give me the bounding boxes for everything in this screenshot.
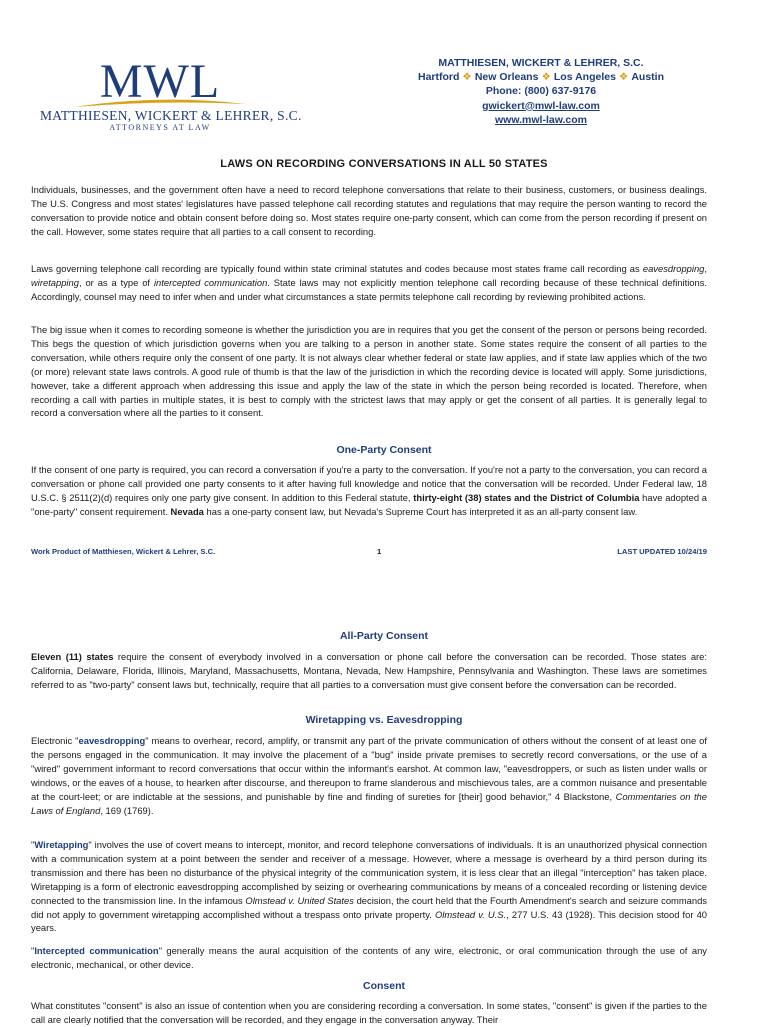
text-span: , 169 (1769).	[100, 804, 154, 816]
eavesdropping-paragraph	[31, 734, 707, 817]
text-span: "	[31, 839, 35, 850]
text-span: " involves the use of covert means to intercept, monitor, and record telephone conversations of individuals. It is an unauthorized physical connection with a communication system at a point between the sender and receiver of a message. However, where a message is overheard by a third person during its transmission and there has been no disturbance of the physical integrity of the communication system, it is less clear that an illegal "interception" has taken place. Wiretapping is a form of electronic eavesdropping accomplished by seizing or overhearing communications by means of a concealed recording or listening device connected to the transmission line. In the infamous	[31, 839, 707, 906]
firm-name: MATTHIESEN, WICKERT & LEHRER, S.C.	[438, 57, 644, 69]
office-cities	[400, 70, 682, 84]
text-span: Laws governing telephone call recording are typically found within state criminal statutes and codes because most states frame call recording as	[31, 263, 643, 274]
city-austin: Austin	[631, 71, 665, 84]
intro-paragraph: Individuals, businesses, and the government often have a need to record telephone conversations that relate to their business, customers, or business dealings. The U.S. Congress and most states' legislatures have passed telephone call recording statutes and regulations that may require the person wanting to record the conversation to provide notice and obtain consent before doing so. Most states require one-party consent, which can come from the person recording if present on the call. However, some states require that all parties to a call consent to recording.	[31, 184, 707, 237]
text-span: has a one-party consent law, but Nevada's Supreme Court has interpreted it as an all-party consent law.	[203, 505, 638, 517]
footer-last-updated: LAST UPDATED 10/24/19	[617, 547, 707, 556]
diamond-icon: ❖	[541, 71, 551, 84]
website-link[interactable]: www.mwl-law.com	[495, 113, 587, 126]
bold-term: Nevada	[170, 505, 204, 517]
italic-term: Commentaries on the Laws of England	[31, 790, 707, 816]
text-span: ,	[704, 263, 707, 274]
one-party-paragraph	[31, 463, 707, 519]
text-span: Electronic "	[31, 735, 79, 746]
laws-paragraph	[31, 262, 707, 304]
heading-one-party-consent: One-Party Consent	[336, 444, 432, 456]
text-span: " means to overhear, record, amplify, or transmit any part of the private communication of others without the consent of at least one of the persons engaged in the communication. It may involve the placement of a "bug" inside private premises to secretly record conversations, or the use of a "wired" government informant to record conversations that occur within the informant's earshot. At common law, "eavesdroppers, or such as listen under walls or windows, or the eaves of a house, to hearken after discourse, and thereupon to frame slanderous and mischievous tales, are a common nuisance and presentable at the court-leet; or are indictable at the sessions, and punishable by fine and finding of sureties for [their] good behavior," 4 Blackstone,	[31, 735, 707, 802]
footer-page-number: 1	[377, 547, 382, 556]
text-span: , 277 U.S. 43 (1928). This decision stood for 40 years.	[31, 908, 708, 934]
defined-term: Wiretapping	[34, 839, 89, 850]
document-title: LAWS ON RECORDING CONVERSATIONS IN ALL 50 STATES	[220, 158, 548, 170]
heading-wiretapping-vs-eavesdropping: Wiretapping vs. Eavesdropping	[305, 714, 463, 726]
text-span: If the consent of one party is required, you can record a conversation if you're a party to the conversation. If you're not a party to the conversation, you can record a conversation or phone call provided one party consents to it after having full knowledge and notice that the conversation will be recorded. Under Federal law, 18 U.S.C. § 2511(2)(d) requires only one party give consent. In addition to this Federal statute,	[31, 464, 707, 503]
jurisdiction-paragraph: The big issue when it comes to recording someone is whether the jurisdiction you are in requires that you get the consent of the person or persons being recorded. This begs the question of which jurisdiction governs when you are talking to a person in another state. Some states require the consent of all parties to the conversation, while others require only the consent of one party. It is not always clear whether federal or state law applies, and if state law applies which of the two (or more) relevant state laws controls. A good rule of thumb is that the law of the jurisdiction in which the recording device is located will apply. Some jurisdictions, however, take a different approach when addressing this issue and apply the law of the state in which the person being recorded is located. Therefore, when recording a call with parties in multiple states, it is best to comply with the strictest laws that may apply or get the consent of all parties. It is generally legal to record a conversation where all the parties to it consent.	[31, 324, 707, 419]
italic-term: intercepted communication	[153, 276, 268, 288]
heading-consent: Consent	[363, 980, 405, 992]
logo-tagline: ATTORNEYS AT LAW	[109, 123, 211, 132]
contact-block	[400, 56, 682, 127]
italic-term: wiretapping	[31, 276, 79, 288]
city-new-orleans: New Orleans	[474, 71, 539, 84]
bold-term: Eleven (11) states	[31, 651, 114, 662]
intercepted-paragraph	[31, 944, 707, 972]
diamond-icon: ❖	[618, 71, 629, 84]
text-span: , or as a type of	[78, 276, 154, 288]
all-party-paragraph	[31, 650, 707, 692]
case-citation: Olmstead v. U.S.	[435, 908, 507, 920]
footer-work-product: Work Product of Matthiesen, Wickert & Lehrer, S.C.	[31, 547, 216, 556]
city-los-angeles: Los Angeles	[553, 71, 616, 84]
wiretapping-paragraph	[31, 838, 707, 935]
text-span: decision, the court held that the Fourth Amendment's search and seizure commands did not apply to government wiretapping accomplished without a trespass onto private property.	[31, 894, 707, 920]
text-span: have adopted a "one-party" consent requirement.	[31, 491, 708, 517]
text-span: " generally means the aural acquisition of the contents of any wire, electronic, or oral communication through the use of any electronic, mechanical, or other device.	[31, 945, 707, 970]
phone-number: Phone: (800) 637-9176	[485, 85, 597, 98]
diamond-icon: ❖	[462, 71, 472, 84]
consent-paragraph: What constitutes "consent" is also an issue of contention when you are considering recording a conversation. In some states, "consent" is given if the parties to the call are clearly notified that the conversation will be recorded, and they engage in the conversation anyway. Their	[31, 1000, 707, 1025]
city-hartford: Hartford	[417, 71, 460, 84]
heading-all-party-consent: All-Party Consent	[339, 630, 429, 642]
logo-firm-name: MATTHIESEN, WICKERT & LEHRER, S.C.	[40, 108, 302, 123]
case-citation: Olmstead v. United States	[245, 894, 354, 906]
firm-logo	[40, 55, 302, 136]
text-span: "	[31, 945, 35, 956]
email-link[interactable]: gwickert@mwl-law.com	[482, 99, 600, 112]
defined-term: Intercepted communication	[34, 945, 159, 956]
logo-monogram: MWL	[99, 55, 221, 108]
bold-term: thirty-eight (38) states and the District of Columbia	[413, 491, 640, 503]
text-span: require the consent of everybody involved in a conversation or phone call before the conversation can be recorded. Those states are: California, Delaware, Florida, Illinois, Maryland, Massachusetts, Montana, Nevada, New Hampshire, Pennsylvania and Washington. These laws are sometimes referred to as "two-party" consent laws but, technically, require that all parties to a conversation must give consent before the conversation can be recorded.	[31, 651, 707, 690]
defined-term: eavesdropping	[78, 735, 146, 746]
text-span: . State laws may not explicitly mention telephone call recording because of these technical definitions. Accordingly, counsel may need to infer when and under what circumstances a state permits telephone call recording by reviewing prohibited actions.	[31, 276, 708, 302]
italic-term: eavesdropping	[642, 263, 705, 274]
